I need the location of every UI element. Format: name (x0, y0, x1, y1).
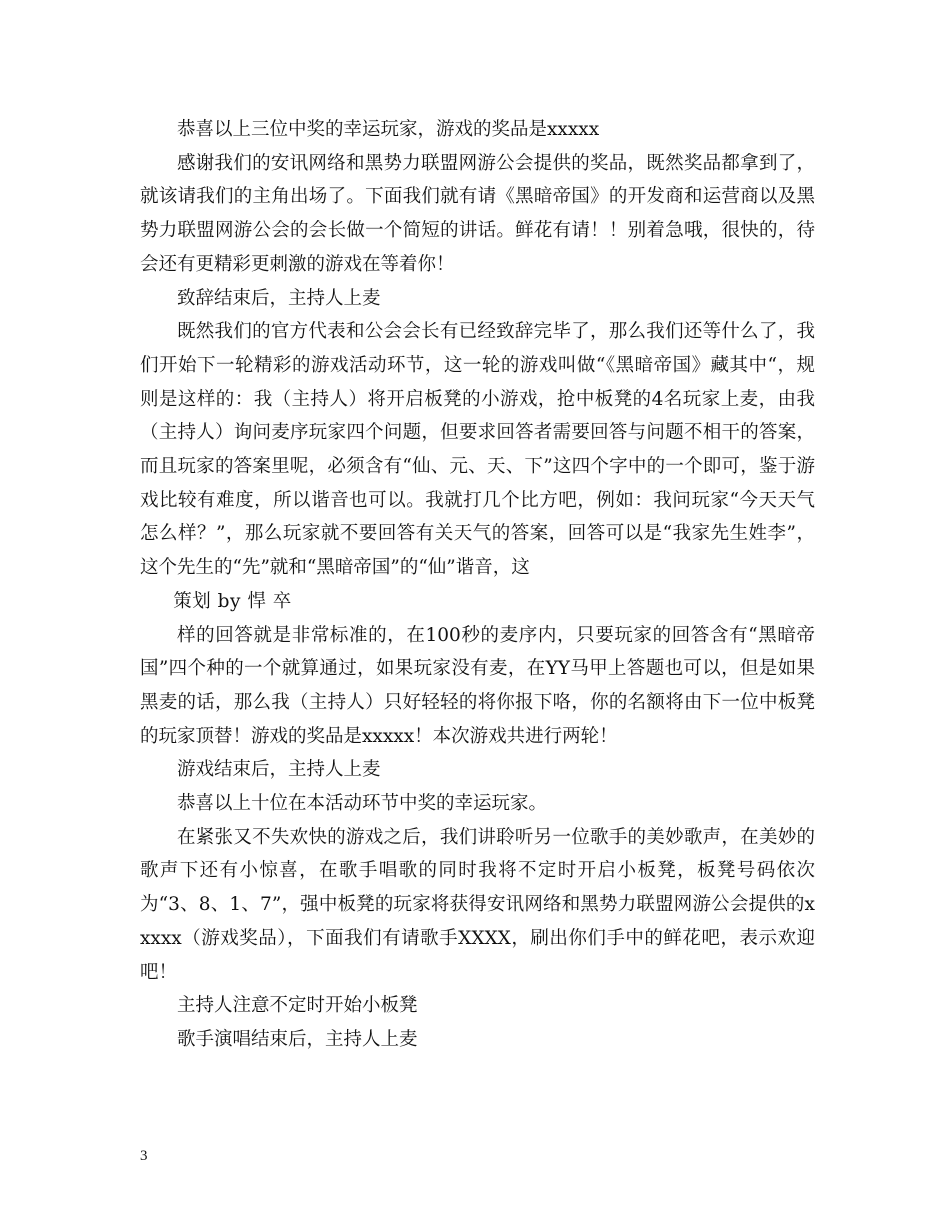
document-body (140, 113, 815, 1057)
paragraph-singer-intro: 在紧张又不失欢快的游戏之后，我们讲聆听另一位歌手的美妙歌声，在美妙的歌声下还有小惊喜，在歌手唱歌的同时我将不定时开启小板凳，板凳号码依次为“3、8、1、7”，强中板凳的玩家将获得安讯网络和黑势力联盟网游公会提供的xxxxx（游戏奖品），下面我们有请歌手XXXX，刷出你们手中的鲜花吧，表示欢迎吧！ (140, 826, 815, 983)
paragraph-congrats-three: 恭喜以上三位中奖的幸运玩家，游戏的奖品是xxxxx (177, 119, 600, 140)
paragraph-congrats-ten: 恭喜以上十位在本活动环节中奖的幸运玩家。 (177, 793, 548, 815)
page-number: 3 (140, 1148, 148, 1164)
paragraph-singer-end: 歌手演唱结束后，主持人上麦 (177, 1028, 418, 1050)
paragraph-host-note: 主持人注意不定时开始小板凳 (177, 995, 418, 1017)
paragraph-speech-end: 致辞结束后，主持人上麦 (177, 287, 381, 309)
byline: 策划 by 悍 卒 (173, 590, 292, 612)
paragraph-thanks-sponsors: 感谢我们的安讯网络和黑势力联盟网游公会提供的奖品，既然奖品都拿到了，就该请我们的主角出场了。下面我们就有请《黑暗帝国》的开发商和运营商以及黑势力联盟网游公会的会长做一个简短的讲话。鲜花有请！！别着急哦，很快的，待会还有更精彩更刺激的游戏在等着你！ (140, 152, 815, 275)
paragraph-standard-answer: 样的回答就是非常标准的，在100秒的麦序内，只要玩家的回答含有“黑暗帝国”四个种的一个就算通过，如果玩家没有麦，在YY马甲上答题也可以，但是如果黑麦的话，那么我（主持人）只好轻轻的将你报下咯，你的名额将由下一位中板凳的玩家顶替！游戏的奖品是xxxxx！本次游戏共进行两轮！ (140, 624, 815, 747)
paragraph-game-end: 游戏结束后，主持人上麦 (177, 759, 381, 781)
paragraph-game-rules: 既然我们的官方代表和公会会长有已经致辞完毕了，那么我们还等什么了，我们开始下一轮精彩的游戏活动环节，这一轮的游戏叫做“《黑暗帝国》藏其中“，规则是这样的：我（主持人）将开启板凳的小游戏，抢中板凳的4名玩家上麦，由我（主持人）询问麦序玩家四个问题，但要求回答者需要回答与问题不相干的答案，而且玩家的答案里呢，必须含有“仙、元、天、下”这四个字中的一个即可，鉴于游戏比较有难度，所以谐音也可以。我就打几个比方吧，例如：我问玩家“今天天气怎么样？”，那么玩家就不要回答有关天气的答案，回答可以是“我家先生姓李”，这个先生的“先”就和“黑暗帝国”的“仙”谐音，这 (140, 321, 815, 579)
